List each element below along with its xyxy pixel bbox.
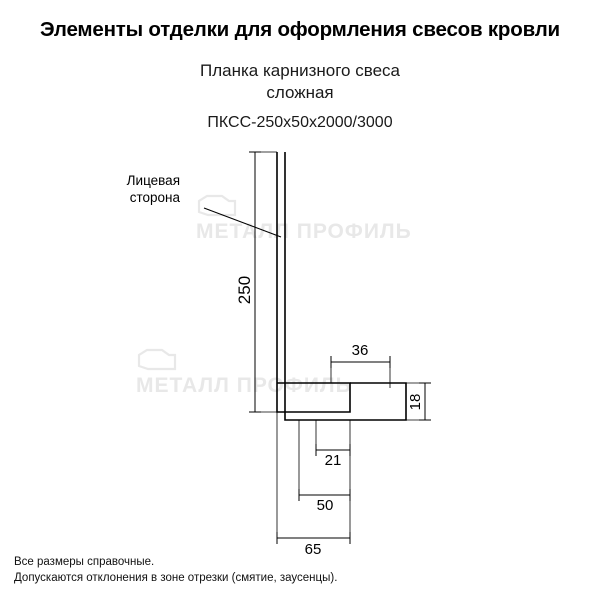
footer-note-1: Все размеры справочные. (14, 556, 155, 568)
face-side-label-line2: сторона (129, 190, 180, 205)
dimension-21-label: 21 (324, 452, 342, 469)
dimension-65 (277, 412, 350, 544)
dimension-50-label: 50 (316, 497, 334, 514)
dimension-21 (316, 420, 350, 456)
product-subtitle (0, 60, 600, 104)
profile-outline (277, 152, 406, 420)
footer-notes (14, 554, 337, 586)
dimension-18-label: 18 (407, 393, 424, 411)
face-side-label-line1: Лицевая (126, 173, 180, 188)
technical-drawing (0, 140, 600, 560)
watermark-text: МЕТАЛЛ ПРОФИЛЬ (136, 374, 352, 398)
face-side-leader (204, 208, 281, 237)
page-title: Элементы отделки для оформления свесов кровли (40, 18, 560, 41)
product-subtitle-line1: Планка карнизного свеса (200, 61, 400, 80)
watermark-text: МЕТАЛЛ ПРОФИЛЬ (196, 220, 412, 244)
footer-note-2: Допускаются отклонения в зоне отрезки (смятие, заусенцы). (14, 572, 338, 584)
dimension-250-label: 250 (235, 275, 254, 305)
product-subtitle-line2: сложная (266, 83, 334, 102)
dimension-36-label: 36 (351, 342, 369, 359)
product-code: ПКСС-250x50x2000/3000 (207, 114, 393, 131)
dimension-65-label: 65 (304, 541, 322, 558)
